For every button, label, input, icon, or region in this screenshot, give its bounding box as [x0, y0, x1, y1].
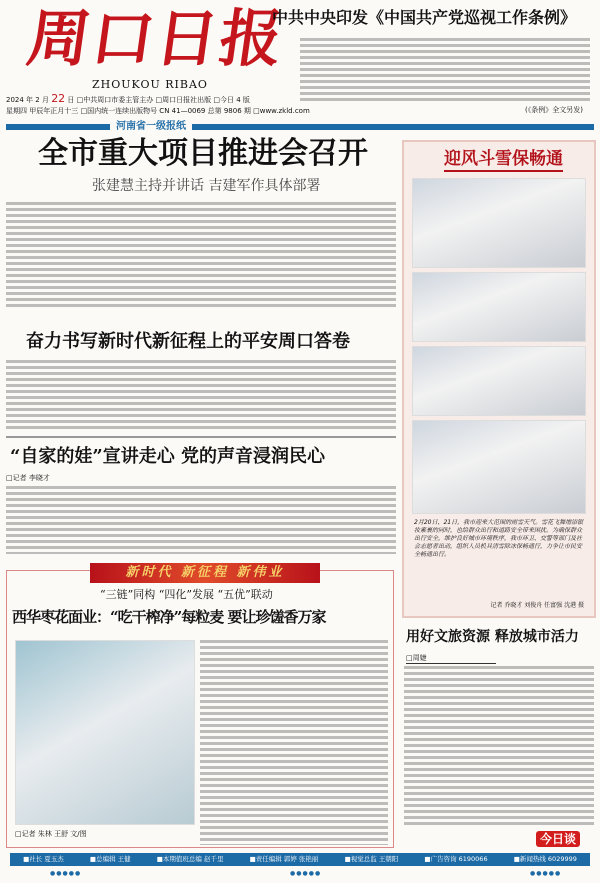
factory-photo[interactable]: [15, 640, 195, 825]
snow-photo-4[interactable]: [412, 420, 586, 514]
page-count: □今日 4 版: [213, 96, 250, 104]
special-byline: □记者 朱林 王舒 文/图: [15, 830, 87, 838]
color-registration-mark: ●●●●●: [50, 870, 82, 877]
commentary-body: [404, 666, 594, 826]
footer-item: ■责任编辑 郭婷 张艳丽: [249, 855, 319, 863]
story2-body: [6, 360, 396, 430]
masthead-band: [6, 124, 594, 130]
band-label: 河南省一级报纸: [110, 120, 192, 133]
dateline: [6, 93, 310, 117]
footer-item: ■社长 夏玉杰: [23, 855, 64, 863]
publisher-org: □周口日报社出版: [155, 96, 212, 104]
masthead-logo: 周口日报: [22, 2, 290, 75]
top-story-headline[interactable]: 中共中央印发《中国共产党巡视工作条例》: [272, 8, 577, 27]
special-kicker: “三链”同构 “四化”发展 “五优”联动: [100, 588, 273, 601]
special-body: [200, 640, 388, 845]
snow-photo-3[interactable]: [412, 346, 586, 416]
photo-caption: 2月20日、21日，我市迎来大范围的雨雪天气。雪花飞舞增添银妆素裹的同时，也给群众出行和道路安全带来困扰。为确保群众出行安全，维护良好城市环境秩序，我市环卫、交警等部门及社会志愿者出动，组织人员机具清雪除冰保畅通行，力争让市民安全畅通出行。: [414, 519, 584, 558]
photo-box-title[interactable]: 迎风斗雪保畅通: [444, 148, 563, 172]
footer-bar: [10, 853, 590, 866]
story3-headline[interactable]: “自家的娃”宣讲走心 党的声音浸润民心: [10, 446, 325, 467]
top-story-body: [300, 38, 590, 102]
publisher: □中共周口市委主管主办: [76, 96, 154, 104]
jinri-tan-logo: 今日谈: [536, 831, 580, 847]
special-banner: 新时代 新征程 新伟业: [90, 563, 320, 583]
color-registration-mark: ●●●●●: [530, 870, 562, 877]
footer-item: ■新闻热线 6029999: [513, 855, 577, 863]
story3-byline: □记者 李晓才: [6, 474, 50, 482]
footer-item: ■本期值班总编 赵千里: [156, 855, 224, 863]
photo-box: [402, 140, 596, 618]
date-suffix: 日: [67, 96, 75, 104]
date-prefix: 2024 年 2 月: [6, 96, 49, 104]
lead-body: [6, 202, 396, 310]
footer-item: ■视觉总监 王朝阳: [344, 855, 399, 863]
snow-photo-2[interactable]: [412, 272, 586, 342]
commentary-byline: □周婕: [406, 654, 496, 664]
date-day: 22: [51, 92, 66, 105]
footer-item: ■总编辑 王健: [89, 855, 131, 863]
story2-headline[interactable]: 奋力书写新时代新征程上的平安周口答卷: [26, 331, 350, 352]
masthead-pinyin: ZHOUKOU RIBAO: [92, 78, 208, 91]
weekday: 星期四 甲辰年正月十三: [6, 107, 79, 115]
color-registration-mark: ●●●●●: [290, 870, 322, 877]
top-story-note: (《条例》全文另发): [525, 106, 583, 114]
special-headline[interactable]: 西华枣花面业：“吃干榨净”每粒麦 要让珍馐香万家: [12, 608, 326, 626]
divider: [6, 436, 396, 438]
website: □www.zkld.com: [253, 107, 310, 115]
story3-body: [6, 486, 396, 554]
lead-headline[interactable]: 全市重大项目推进会召开: [38, 136, 368, 171]
lead-subhead: 张建慧主持并讲话 吉建军作具体部署: [92, 178, 321, 194]
footer-item: ■广告咨询 6190066: [424, 855, 488, 863]
commentary-headline[interactable]: 用好文旅资源 释放城市活力: [406, 629, 579, 645]
photo-credit: 记者 乔晓才 刘俊舟 任富强 沈港 摄: [490, 602, 584, 609]
snow-photo-1[interactable]: [412, 178, 586, 268]
cn-number: □国内统一连续出版物号 CN 41—0069 总第 9806 期: [80, 107, 251, 115]
